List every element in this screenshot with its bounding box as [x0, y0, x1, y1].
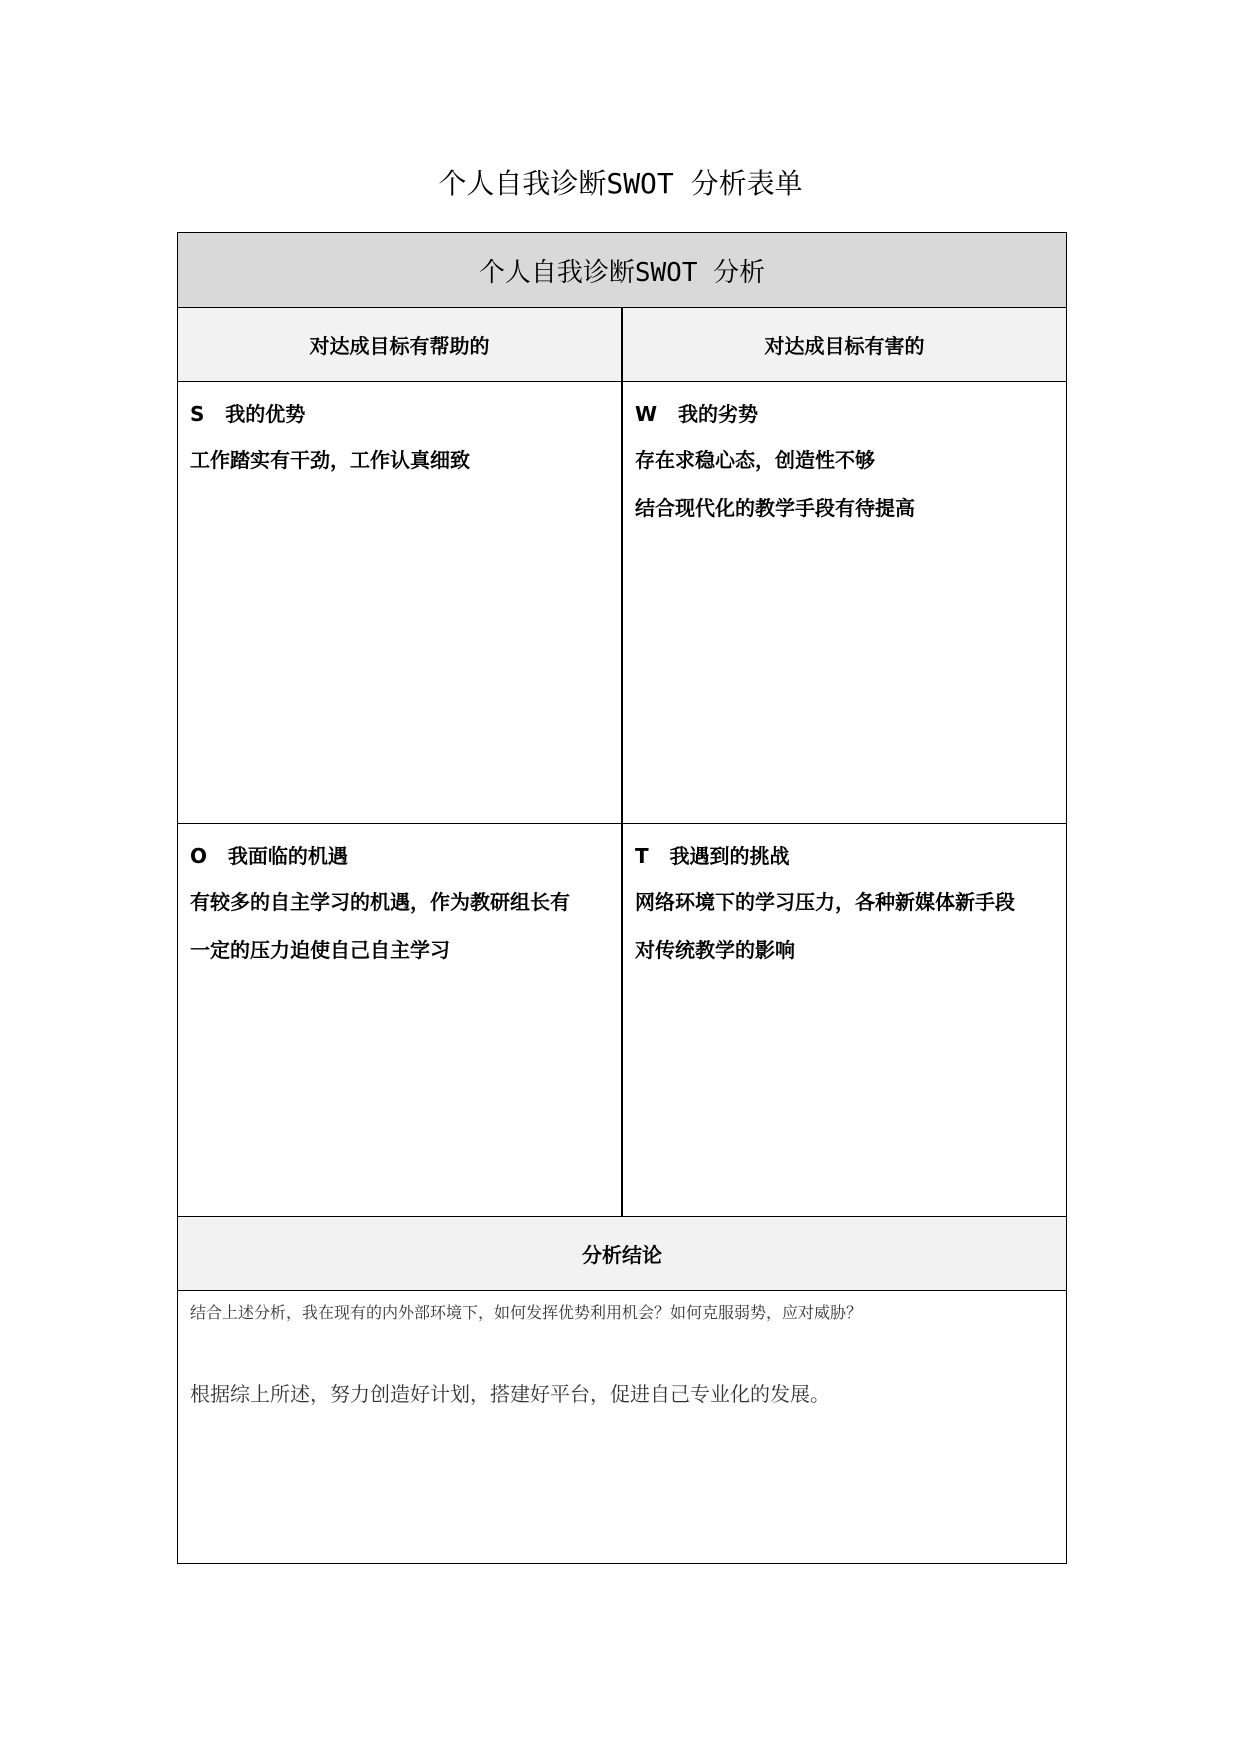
opportunities-line: 一定的压力迫使自己自主学习 — [190, 938, 450, 962]
weaknesses-line: 结合现代化的教学手段有待提高 — [635, 496, 915, 520]
harmful-column-header: 对达成目标有害的 — [623, 308, 1066, 381]
conclusion-header: 分析结论 — [178, 1217, 1066, 1291]
swot-table — [177, 232, 1067, 1564]
strengths-title: S 我的优势 — [190, 402, 306, 426]
conclusion-question: 结合上述分析，我在现有的内外部环境下，如何发挥优势利用机会？如何克服弱势，应对威胁？ — [190, 1303, 863, 1322]
weaknesses-line: 存在求稳心态，创造性不够 — [635, 448, 875, 472]
table-header: 个人自我诊断SWOT 分析 — [178, 233, 1066, 308]
weaknesses-cell — [623, 382, 1066, 823]
column-headers — [178, 308, 1066, 382]
weaknesses-title: W 我的劣势 — [635, 402, 758, 426]
opportunities-cell — [178, 824, 623, 1216]
conclusion-body — [178, 1291, 1066, 1563]
conclusion-answer: 根据综上所述，努力创造好计划，搭建好平台，促进自己专业化的发展。 — [190, 1382, 830, 1406]
threats-title: T 我遇到的挑战 — [635, 844, 790, 868]
helpful-column-header: 对达成目标有帮助的 — [178, 308, 623, 381]
threats-cell — [623, 824, 1066, 1216]
external-factors-row — [178, 824, 1066, 1217]
opportunities-line: 有较多的自主学习的机遇，作为教研组长有 — [190, 890, 570, 914]
opportunities-title: O 我面临的机遇 — [190, 844, 348, 868]
internal-factors-row — [178, 382, 1066, 824]
threats-line: 对传统教学的影响 — [635, 938, 795, 962]
threats-line: 网络环境下的学习压力，各种新媒体新手段 — [635, 890, 1015, 914]
strengths-cell — [178, 382, 623, 823]
strengths-line: 工作踏实有干劲，工作认真细致 — [190, 448, 470, 472]
document-title: 个人自我诊断SWOT 分析表单 — [438, 167, 803, 200]
